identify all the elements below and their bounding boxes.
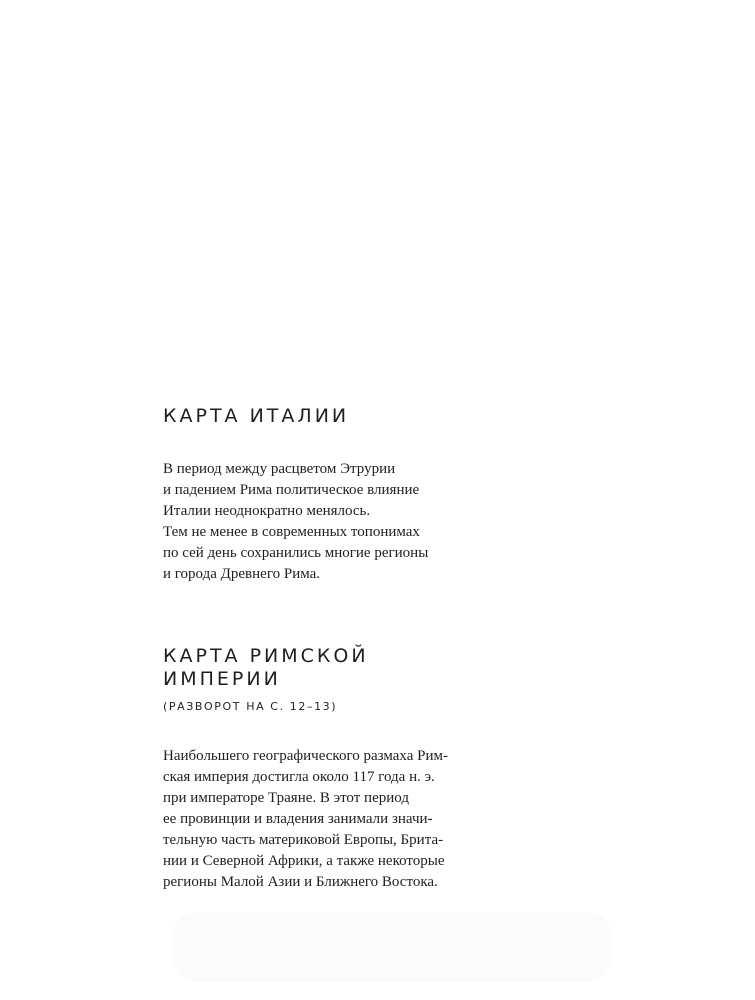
italy-map-heading: КАРТА ИТАЛИИ (163, 405, 350, 427)
paragraph-line: регионы Малой Азии и Ближнего Востока. (163, 874, 438, 890)
paragraph-line: ее провинции и владения занимали значи- (163, 811, 433, 827)
page-reference-subheading: (РАЗВОРОТ НА С. 12–13) (163, 700, 338, 713)
paragraph-line: тельную часть материковой Европы, Брита- (163, 832, 444, 848)
paragraph-line: и падением Рима политическое влияние (163, 482, 420, 498)
paragraph-line: Италии неоднократно менялось. (163, 503, 371, 519)
paragraph-line: Тем не менее в современных топонимах (163, 524, 420, 540)
roman-empire-map-heading-line-2: ИМПЕРИИ (163, 668, 281, 690)
italy-map-paragraph (163, 459, 428, 585)
paragraph-line: по сей день сохранились многие регионы (163, 545, 429, 561)
paragraph-line: и города Древнего Рима. (163, 566, 321, 582)
paragraph-line: Наибольшего географического размаха Рим- (163, 748, 448, 764)
paragraph-line: ская империя достигла около 117 года н. э. (163, 769, 435, 785)
paragraph-line: В период между расцветом Этрурии (163, 461, 396, 477)
paragraph-line: нии и Северной Африки, а также некоторые (163, 853, 445, 869)
scan-shadow (172, 912, 612, 982)
roman-empire-map-heading-line-1: КАРТА РИМСКОЙ (163, 645, 369, 667)
paragraph-line: при императоре Траяне. В этот период (163, 790, 409, 806)
roman-empire-map-paragraph (163, 746, 448, 893)
